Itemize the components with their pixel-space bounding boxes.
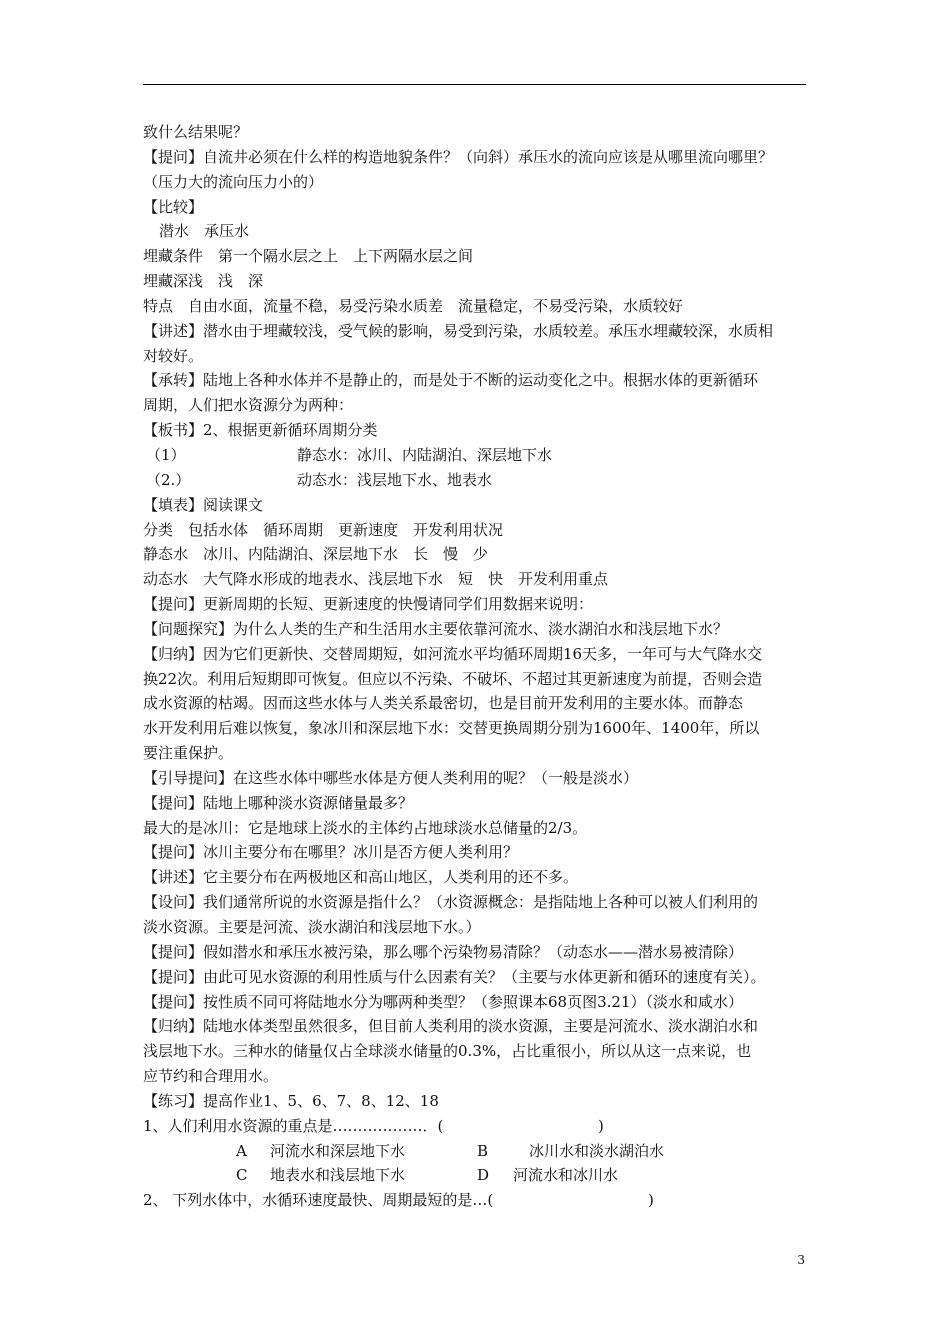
text: （2.） (146, 470, 191, 489)
option-letter: C (236, 1166, 248, 1185)
text: 埋藏条件 第一个隔水层之上 上下两隔水层之间 (143, 247, 474, 266)
text: 分类 包括水体 循环周期 更新速度 开发利用状况 (143, 520, 504, 539)
options-row (143, 1163, 823, 1188)
text: 淡水资源。主要是河流、淡水湖泊和浅层地下水。） (143, 918, 481, 936)
text-line (143, 915, 823, 940)
text: 【比较】 (143, 197, 204, 216)
text: 【归纳】陆地水体类型虽然很多，但目前人类利用的淡水资源，主要是河流水、淡水湖泊水和 (143, 1017, 759, 1036)
text-line (143, 269, 823, 294)
text: 静态水：冰川、内陆湖泊、深层地下水 (297, 445, 553, 464)
text-line (143, 567, 823, 592)
text: 应节约和合理用水。 (143, 1067, 279, 1086)
text-line (143, 642, 823, 667)
text-line (143, 691, 823, 716)
option-text: 地表水和浅层地下水 (270, 1166, 406, 1185)
text-line (143, 195, 823, 220)
text: 【提问】陆地上哪种淡水资源储量最多？ (143, 793, 414, 812)
text: 成水资源的枯竭。因而这些水体与人类关系最密切，也是目前开发利用的主要水体。而静态 (143, 694, 744, 713)
text: 最大的是冰川：它是地球上淡水的主体约占地球淡水总储量的2/3。 (143, 818, 588, 837)
text-line (143, 145, 823, 170)
text: 要注重保护。 (143, 744, 234, 763)
answer-bracket: ) (648, 1191, 654, 1210)
text-line (143, 1039, 823, 1064)
text: 【提问】更新周期的长短、更新速度的快慢请同学们用数据来说明： (143, 595, 594, 614)
text: 潜水 承压水 (159, 222, 250, 241)
text: 【提问】冰川主要分布在哪里？冰川是否方便人类利用？ (143, 843, 519, 862)
text: 【练习】提高作业1、5、6、7、8、12、18 (143, 1091, 439, 1110)
text: 换22次。利用后短期即可恢复。但应以不污染、不破坏、不超过其更新速度为前提，否则会造 (143, 669, 763, 688)
text-line (143, 368, 823, 393)
question-text: 1、人们利用水资源的重点是………………．( (143, 1116, 444, 1135)
text: 【板书】2、根据更新循环周期分类 (143, 421, 378, 440)
text-line (143, 741, 823, 766)
text-line (143, 990, 823, 1015)
text-line (143, 865, 823, 890)
text: 【提问】由此可见水资源的利用性质与什么因素有关？（主要与水体更新和循环的速度有关）。 (143, 967, 766, 986)
text: 【归纳】因为它们更新快、交替周期短，如河流水平均循环周期16天多，一年可与大气降水交 (143, 644, 763, 663)
text-line (143, 766, 823, 791)
text-line (143, 542, 823, 567)
question-2 (143, 1188, 823, 1213)
text-line (143, 319, 823, 344)
text-line (143, 294, 823, 319)
options-row (143, 1139, 823, 1164)
text: 【提问】自流井必须在什么样的构造地貌条件？（向斜）承压水的流向应该是从哪里流向哪里？ (143, 147, 774, 166)
text: 埋藏深浅 浅 深 (143, 272, 264, 291)
text: 【讲述】潜水由于埋藏较浅，受气候的影响，易受到污染，水质较差。承压水埋藏较深，水质相 (143, 321, 774, 340)
option-text: 河流水和冰川水 (513, 1166, 619, 1185)
text: （压力大的流向压力小的） (143, 172, 324, 191)
text-line (143, 493, 823, 518)
text-line (143, 791, 823, 816)
text: 【问题探究】为什么人类的生产和生活用水主要依靠河流水、淡水湖泊水和浅层地下水？ (143, 619, 729, 638)
text: 浅层地下水。三种水的储量仅占全球淡水储量的0.3%，占比重很小，所以从这一点来说，也 (143, 1042, 752, 1061)
text-line (143, 840, 823, 865)
answer-bracket: ) (598, 1116, 604, 1135)
option-letter: B (477, 1141, 489, 1160)
text: 动态水：浅层地下水、地表水 (297, 470, 493, 489)
text-line (143, 716, 823, 741)
text-line (143, 219, 823, 244)
text-line (143, 890, 823, 915)
text-line (143, 468, 823, 493)
text: 【提问】按性质不同可将陆地水分为哪两种类型？（参照课本68页图3.21）（淡水和咸水） (143, 992, 743, 1011)
text-line (143, 965, 823, 990)
document-body (143, 120, 823, 1213)
text-line (143, 816, 823, 841)
option-letter: D (477, 1166, 490, 1185)
text: 特点 自由水面，流量不稳，易受污染水质差 流量稳定，不易受污染，水质较好 (143, 296, 684, 315)
text-line (143, 418, 823, 443)
text: 水开发利用后难以恢复，象冰川和深层地下水：交替更换周期分别为1600年、1400年，所以 (143, 719, 760, 738)
text: 【承转】陆地上各种水体并不是静止的，而是处于不断的运动变化之中。根据水体的更新循环 (143, 371, 759, 390)
text-line (143, 393, 823, 418)
text: 【填表】阅读课文 (143, 495, 264, 514)
text: （1） (146, 445, 186, 464)
text-line (143, 443, 823, 468)
question-text: 2、 下列水体中，水循环速度最快、周期最短的是…( (143, 1191, 494, 1210)
text-line (143, 518, 823, 543)
text: 【提问】假如潜水和承压水被污染，那么哪个污染物易清除？（动态水——潜水易被清除） (143, 942, 744, 961)
text-line (143, 1089, 823, 1114)
option-text: 冰川水和淡水湖泊水 (529, 1141, 665, 1160)
text: 【讲述】它主要分布在两极地区和高山地区，人类利用的还不多。 (143, 868, 579, 887)
text-line (143, 170, 823, 195)
option-letter: A (236, 1141, 247, 1160)
text-line (143, 667, 823, 692)
text: 周期，人们把水资源分为两种： (143, 396, 354, 415)
text-line (143, 1064, 823, 1089)
text-line (143, 617, 823, 642)
text-line (143, 120, 823, 145)
text: 【引导提问】在这些水体中哪些水体是方便人类利用的呢？（一般是淡水） (143, 768, 639, 787)
header-rule (143, 84, 806, 85)
text: 静态水 冰川、内陆湖泊、深层地下水 长 慢 少 (143, 545, 489, 564)
text: 【设问】我们通常所说的水资源是指什么？（水资源概念：是指陆地上各种可以被人们利用的 (143, 893, 759, 912)
text-line (143, 940, 823, 965)
text-line (143, 344, 823, 369)
text: 致什么结果呢？ (143, 123, 249, 141)
text-line (143, 244, 823, 269)
text: 对较好。 (143, 346, 204, 365)
option-text: 河流水和深层地下水 (270, 1141, 406, 1160)
question-1 (143, 1114, 823, 1139)
text: 动态水 大气降水形成的地表水、浅层地下水 短 快 开发利用重点 (143, 570, 609, 589)
page-number: 3 (797, 1253, 805, 1267)
text-line (143, 592, 823, 617)
text-line (143, 1014, 823, 1039)
